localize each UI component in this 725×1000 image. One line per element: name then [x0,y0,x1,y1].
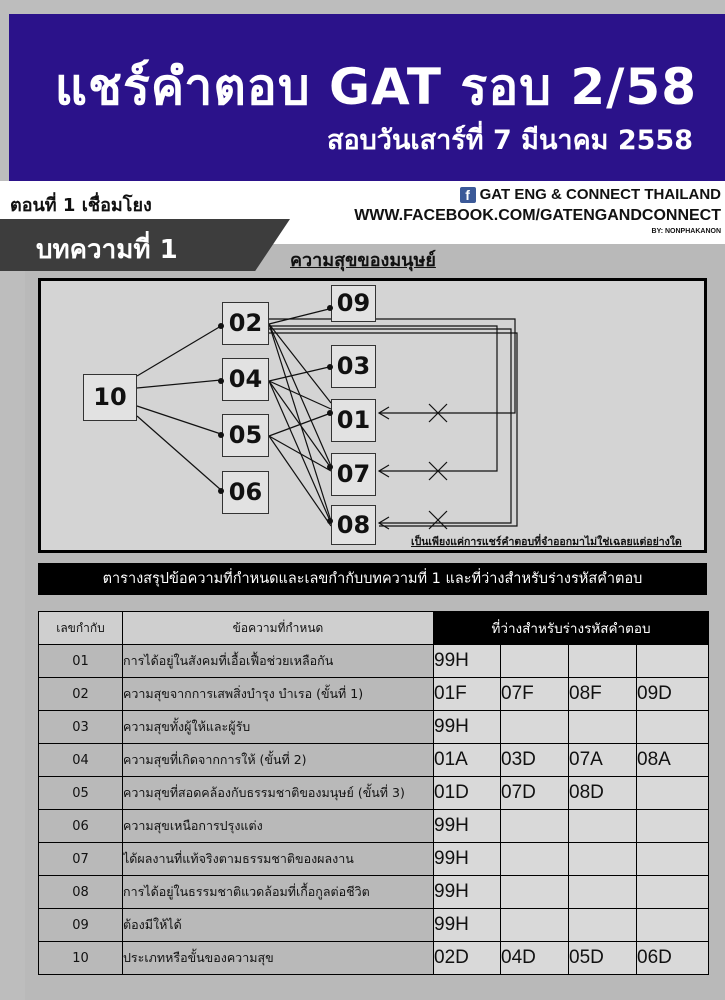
header-number: เลขกำกับ [39,612,123,645]
part-label: ตอนที่ 1 เชื่อมโยง [10,195,152,216]
node-01: 01 [331,399,376,442]
answer-code-cell [637,777,709,810]
connector-dot [327,464,333,470]
connector-dot [218,323,224,329]
header-answer-space: ที่ว่างสำหรับร่างรหัสคำตอบ [434,612,709,645]
connector-dot [327,364,333,370]
table-row [39,678,709,711]
answer-code-cell: 99H [434,876,501,909]
answer-code-cell [569,645,637,678]
table-row [39,744,709,777]
facebook-page-name[interactable] [460,186,721,203]
row-number: 02 [39,678,123,711]
facebook-icon: f [460,187,476,203]
node-08: 08 [331,505,376,545]
row-number: 03 [39,711,123,744]
answer-code-cell: 05D [569,942,637,975]
summary-title: ตารางสรุปข้อความที่กำหนดและเลขกำกับบทความที่ 1 และที่ว่างสำหรับร่างรหัสคำตอบ [38,563,707,595]
answer-code-cell [501,711,569,744]
answer-code-cell: 08F [569,678,637,711]
node-04: 04 [222,358,269,401]
article-label: บทความที่ 1 [36,235,178,265]
page-subtitle: สอบวันเสาร์ที่ 7 มีนาคม 2558 [326,125,693,156]
answer-code-cell [569,711,637,744]
header-banner [9,14,725,181]
row-statement: การได้อยู่ในธรรมชาติแวดล้อมที่เกื้อกูลต่อชีวิต [123,876,434,909]
connector-dot [218,432,224,438]
answer-code-cell: 07D [501,777,569,810]
answer-code-cell [501,876,569,909]
answer-code-cell: 99H [434,810,501,843]
connector-dot [327,410,333,416]
connector-dot [327,518,333,524]
row-statement: ความสุขจากการเสพสิ่งบำรุง บำเรอ (ขั้นที่ 1) [123,678,434,711]
answer-code-cell: 04D [501,942,569,975]
row-number: 08 [39,876,123,909]
table-row [39,876,709,909]
answer-code-cell: 01A [434,744,501,777]
answer-code-cell [501,645,569,678]
table-row [39,711,709,744]
row-statement: ประเภทหรือขั้นของความสุข [123,942,434,975]
answer-code-cell [637,810,709,843]
connection-diagram [38,278,707,553]
row-number: 09 [39,909,123,942]
answer-code-cell [569,909,637,942]
answer-code-cell [637,909,709,942]
answer-code-cell [501,810,569,843]
credit-text: BY: NONPHAKANON [651,228,721,235]
article-title: ความสุขของมนุษย์ [290,250,436,271]
table-row [39,645,709,678]
answer-code-cell [501,843,569,876]
row-number: 04 [39,744,123,777]
node-03: 03 [331,345,376,388]
answer-code-cell: 08A [637,744,709,777]
table-row [39,810,709,843]
row-statement: ความสุขที่สอดคล้องกับธรรมชาติของมนุษย์ (ขั้นที่ 3) [123,777,434,810]
node-10: 10 [83,374,137,421]
row-statement: ความสุขเหนือการปรุงแต่ง [123,810,434,843]
answer-code-cell [637,876,709,909]
answer-code-cell: 99H [434,909,501,942]
row-number: 06 [39,810,123,843]
node-06: 06 [222,471,269,514]
answer-table [38,611,709,975]
node-05: 05 [222,414,269,457]
row-number: 01 [39,645,123,678]
row-number: 10 [39,942,123,975]
answer-code-cell: 09D [637,678,709,711]
answer-code-cell [569,843,637,876]
answer-code-cell: 07A [569,744,637,777]
table-row [39,909,709,942]
row-number: 05 [39,777,123,810]
answer-code-cell [637,843,709,876]
answer-code-cell: 06D [637,942,709,975]
page-title: แชร์คำตอบ GAT รอบ 2/58 [54,58,697,116]
row-statement: การได้อยู่ในสังคมที่เอื้อเฟื้อช่วยเหลือกัน [123,645,434,678]
facebook-url[interactable]: WWW.FACEBOOK.COM/GATENGANDCONNECT [354,207,721,224]
table-row [39,843,709,876]
answer-code-cell: 99H [434,645,501,678]
answer-code-cell: 03D [501,744,569,777]
disclaimer-note: เป็นเพียงแค่การแชร์คำตอบที่จำออกมาไม่ใช่เฉลยแต่อย่างใด [411,536,682,548]
answer-code-cell: 01F [434,678,501,711]
answer-code-cell: 07F [501,678,569,711]
facebook-name-text: GAT ENG & CONNECT THAILAND [479,186,721,203]
table-header-row [39,612,709,645]
answer-code-cell: 08D [569,777,637,810]
row-statement: ความสุขทั้งผู้ให้และผู้รับ [123,711,434,744]
answer-code-cell [637,711,709,744]
header-statement: ข้อความที่กำหนด [123,612,434,645]
answer-code-cell: 02D [434,942,501,975]
table-row [39,942,709,975]
row-statement: ได้ผลงานที่แท้จริงตามธรรมชาติของผลงาน [123,843,434,876]
answer-code-cell [569,876,637,909]
row-statement: ความสุขที่เกิดจากการให้ (ขั้นที่ 2) [123,744,434,777]
answer-code-cell: 99H [434,711,501,744]
node-02: 02 [222,302,269,345]
answer-code-cell [501,909,569,942]
node-07: 07 [331,453,376,496]
table-row [39,777,709,810]
answer-code-cell [637,645,709,678]
answer-code-cell [569,810,637,843]
connector-dot [218,488,224,494]
answer-code-cell: 99H [434,843,501,876]
row-number: 07 [39,843,123,876]
connector-dot [327,305,333,311]
table-body [39,645,709,975]
node-09: 09 [331,285,376,322]
answer-code-cell: 01D [434,777,501,810]
row-statement: ต้องมีให้ได้ [123,909,434,942]
connector-dot [218,378,224,384]
